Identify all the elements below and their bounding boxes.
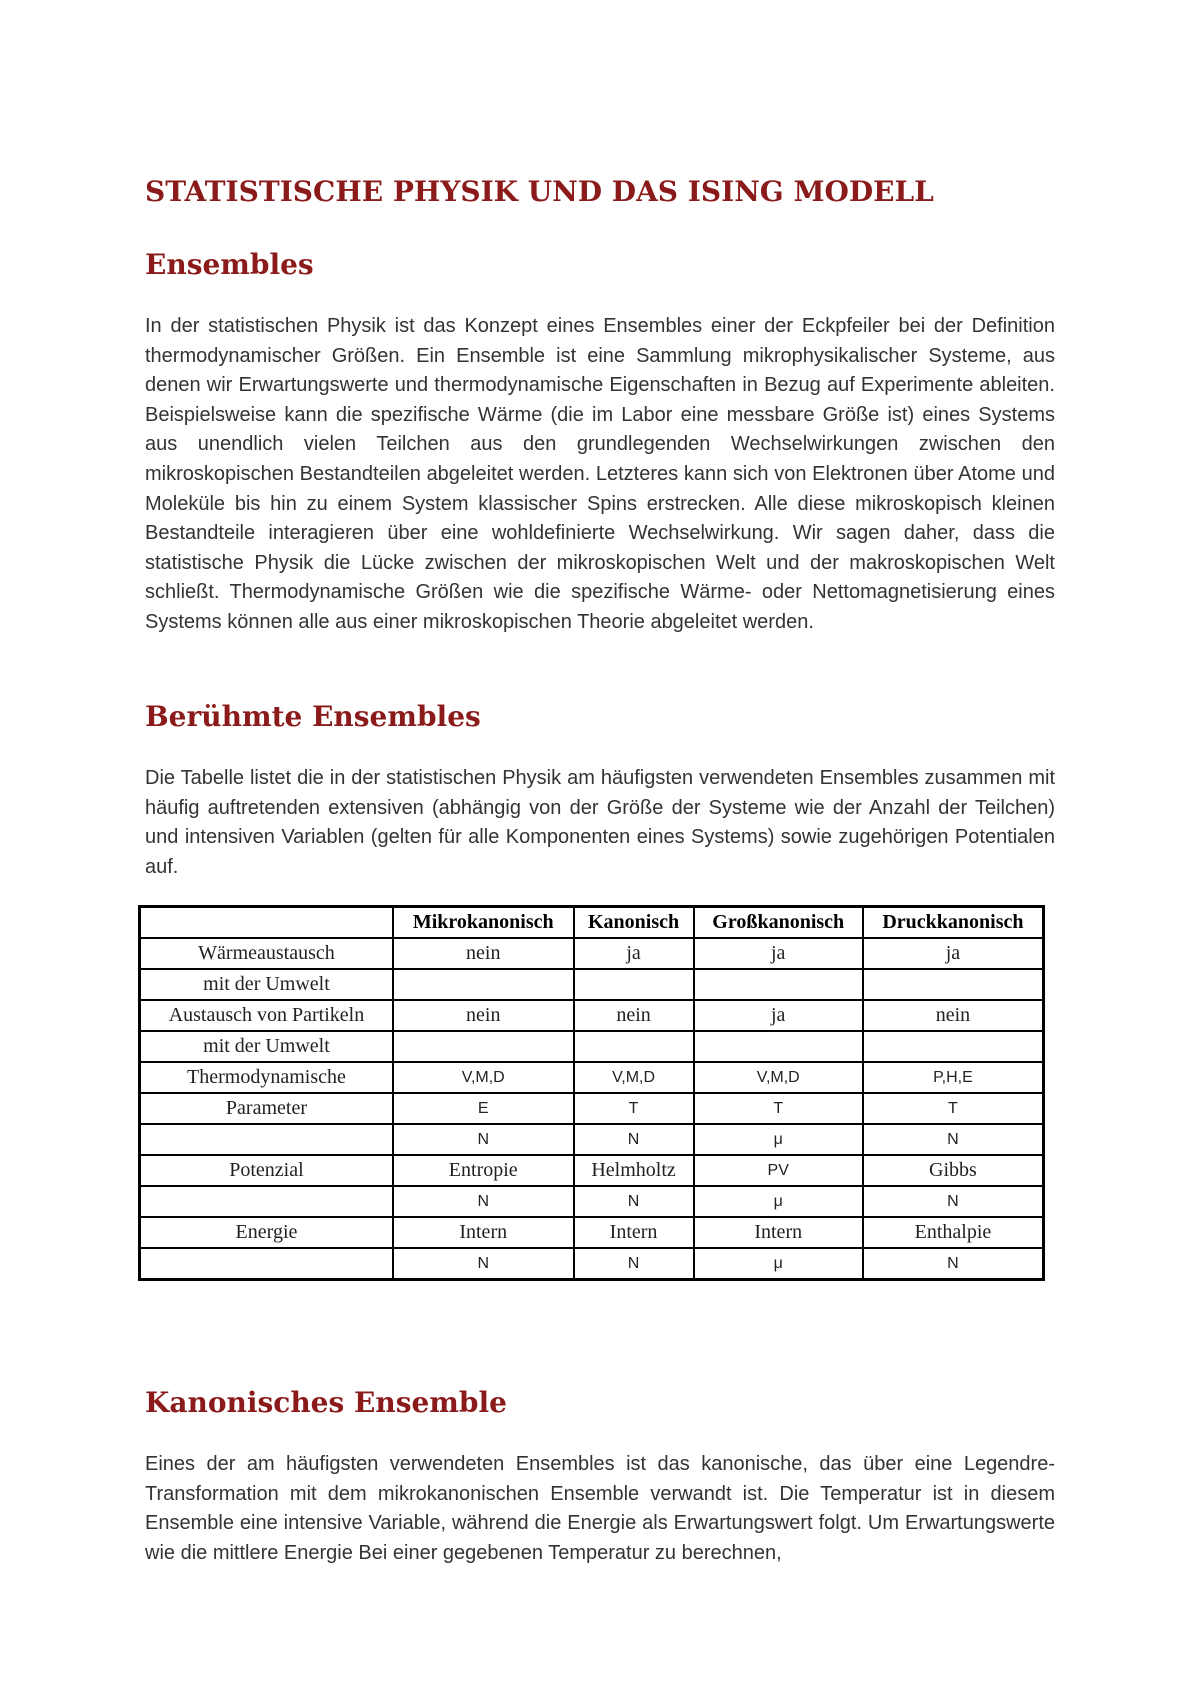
table-cell: N (574, 1186, 694, 1217)
table-cell: Helmholtz (574, 1155, 694, 1186)
table-cell: N (863, 1248, 1044, 1280)
table-cell: N (863, 1124, 1044, 1155)
table-header-cell: Mikrokanonisch (393, 907, 574, 939)
section-paragraph-kanonisches-ensemble: Eines der am häufigsten verwendeten Ensembles ist das kanonische, das über eine Legendre-Transformation mit dem mikrokanonischen Ensemble verwandt ist. Die Temperatur ist in diesem Ensemble eine intensive Variable, während die Energie als Erwartungswert folgt. Um Erwartungswerte wie die mittlere Energie Bei einer gegebenen Temperatur zu berechnen, (145, 1453, 1055, 1564)
table-row-label: Parameter (140, 1093, 393, 1124)
section-paragraph-ensembles: In der statistischen Physik ist das Konzept eines Ensembles einer der Eckpfeiler bei der Definition thermodynamischer Größen. Ein Ensemble ist eine Sammlung mikrophysikalischer Systeme, aus denen wir Erwartungswerte und thermodynamische Eigenschaften in Bezug auf Experimente ableiten. Beispielsweise kann die spezifische Wärme (die im Labor eine messbare Größe ist) eines Systems aus unendlich vielen Teilchen aus den grundlegenden Wechselwirkungen zwischen den mikroskopischen Bestandteilen abgeleitet werden. Letzteres kann sich von Elektronen über Atome und Moleküle bis hin zu einem System klassischer Spins erstrecken. Alle diese mikroskopisch kleinen Bestandteile interagieren über eine wohldefinierte Wechselwirkung. Wir sagen daher, dass die statistische Physik die Lücke zwischen der mikroskopischen Welt und der makroskopischen Welt schließt. Thermodynamische Größen wie die spezifische Wärme- oder Nettomagnetisierung eines Systems können alle aus einer mikroskopischen Theorie abgeleitet werden. (145, 315, 1055, 633)
table-cell: Intern (393, 1217, 574, 1248)
table-cell: V,M,D (393, 1062, 574, 1093)
ensembles-table (138, 905, 1045, 1281)
table-header-cell: Großkanonisch (694, 907, 863, 939)
table-row (140, 1155, 1044, 1186)
table-cell (393, 969, 574, 1000)
table-cell (863, 1031, 1044, 1062)
table-cell: Gibbs (863, 1155, 1044, 1186)
table-cell: V,M,D (694, 1062, 863, 1093)
table-cell: Intern (574, 1217, 694, 1248)
table-cell: P,H,E (863, 1062, 1044, 1093)
table-row-label: Wärmeaustausch (140, 938, 393, 969)
table-row-label: mit der Umwelt (140, 969, 393, 1000)
table-cell: V,M,D (574, 1062, 694, 1093)
section-paragraph-beruehmte-ensembles: Die Tabelle listet die in der statistischen Physik am häufigsten verwendeten Ensembles zusammen mit häufig auftretenden extensiven (abhängig von der Größe der Systeme wie der Anzahl der Teilchen) und intensiven Variablen (gelten für alle Komponenten eines Systems) sowie zugehörigen Potentialen auf. (145, 767, 1055, 878)
table-row (140, 1217, 1044, 1248)
section-heading-kanonisches-ensemble: Kanonisches Ensemble (145, 1386, 507, 1419)
table-cell (574, 969, 694, 1000)
table-cell: N (393, 1186, 574, 1217)
table-cell (863, 969, 1044, 1000)
table-cell: N (574, 1124, 694, 1155)
table-row-label: Energie (140, 1217, 393, 1248)
table-cell: N (574, 1248, 694, 1280)
table-cell: N (393, 1248, 574, 1280)
table-cell (694, 969, 863, 1000)
table-cell: Enthalpie (863, 1217, 1044, 1248)
document-title: STATISTISCHE PHYSIK UND DAS ISING MODELL (145, 175, 934, 208)
table-cell (694, 1031, 863, 1062)
table-cell: PV (694, 1155, 863, 1186)
table-cell: T (694, 1093, 863, 1124)
table-header-row (140, 907, 1044, 939)
table-cell: N (863, 1186, 1044, 1217)
table-cell: ja (863, 938, 1044, 969)
table-cell: E (393, 1093, 574, 1124)
table-cell: nein (393, 938, 574, 969)
table-cell: T (574, 1093, 694, 1124)
table-row-label: mit der Umwelt (140, 1031, 393, 1062)
table-cell: ja (574, 938, 694, 969)
table-row (140, 1186, 1044, 1217)
table-row (140, 1062, 1044, 1093)
table-row-label (140, 1124, 393, 1155)
table-row (140, 1031, 1044, 1062)
table-cell: μ (694, 1186, 863, 1217)
table-row (140, 1000, 1044, 1031)
table-cell (393, 1031, 574, 1062)
table-row (140, 969, 1044, 1000)
table-cell: ja (694, 938, 863, 969)
table-row-label: Austausch von Partikeln (140, 1000, 393, 1031)
table-cell: μ (694, 1248, 863, 1280)
table-header-cell: Kanonisch (574, 907, 694, 939)
table-cell: nein (393, 1000, 574, 1031)
table-header-cell (140, 907, 393, 939)
table-cell (574, 1031, 694, 1062)
table-cell: nein (863, 1000, 1044, 1031)
table-cell: nein (574, 1000, 694, 1031)
table-row-label (140, 1248, 393, 1280)
table-cell: Entropie (393, 1155, 574, 1186)
table-cell: N (393, 1124, 574, 1155)
table-row (140, 1124, 1044, 1155)
table-row (140, 1248, 1044, 1280)
table-row-label: Potenzial (140, 1155, 393, 1186)
table-header-cell: Druckkanonisch (863, 907, 1044, 939)
section-heading-beruehmte-ensembles: Berühmte Ensembles (145, 700, 481, 733)
table-cell: T (863, 1093, 1044, 1124)
table-cell: ja (694, 1000, 863, 1031)
table-row-label: Thermodynamische (140, 1062, 393, 1093)
section-heading-ensembles: Ensembles (145, 248, 314, 281)
table-row (140, 1093, 1044, 1124)
table-cell: Intern (694, 1217, 863, 1248)
table-cell: μ (694, 1124, 863, 1155)
table-row (140, 938, 1044, 969)
table-row-label (140, 1186, 393, 1217)
